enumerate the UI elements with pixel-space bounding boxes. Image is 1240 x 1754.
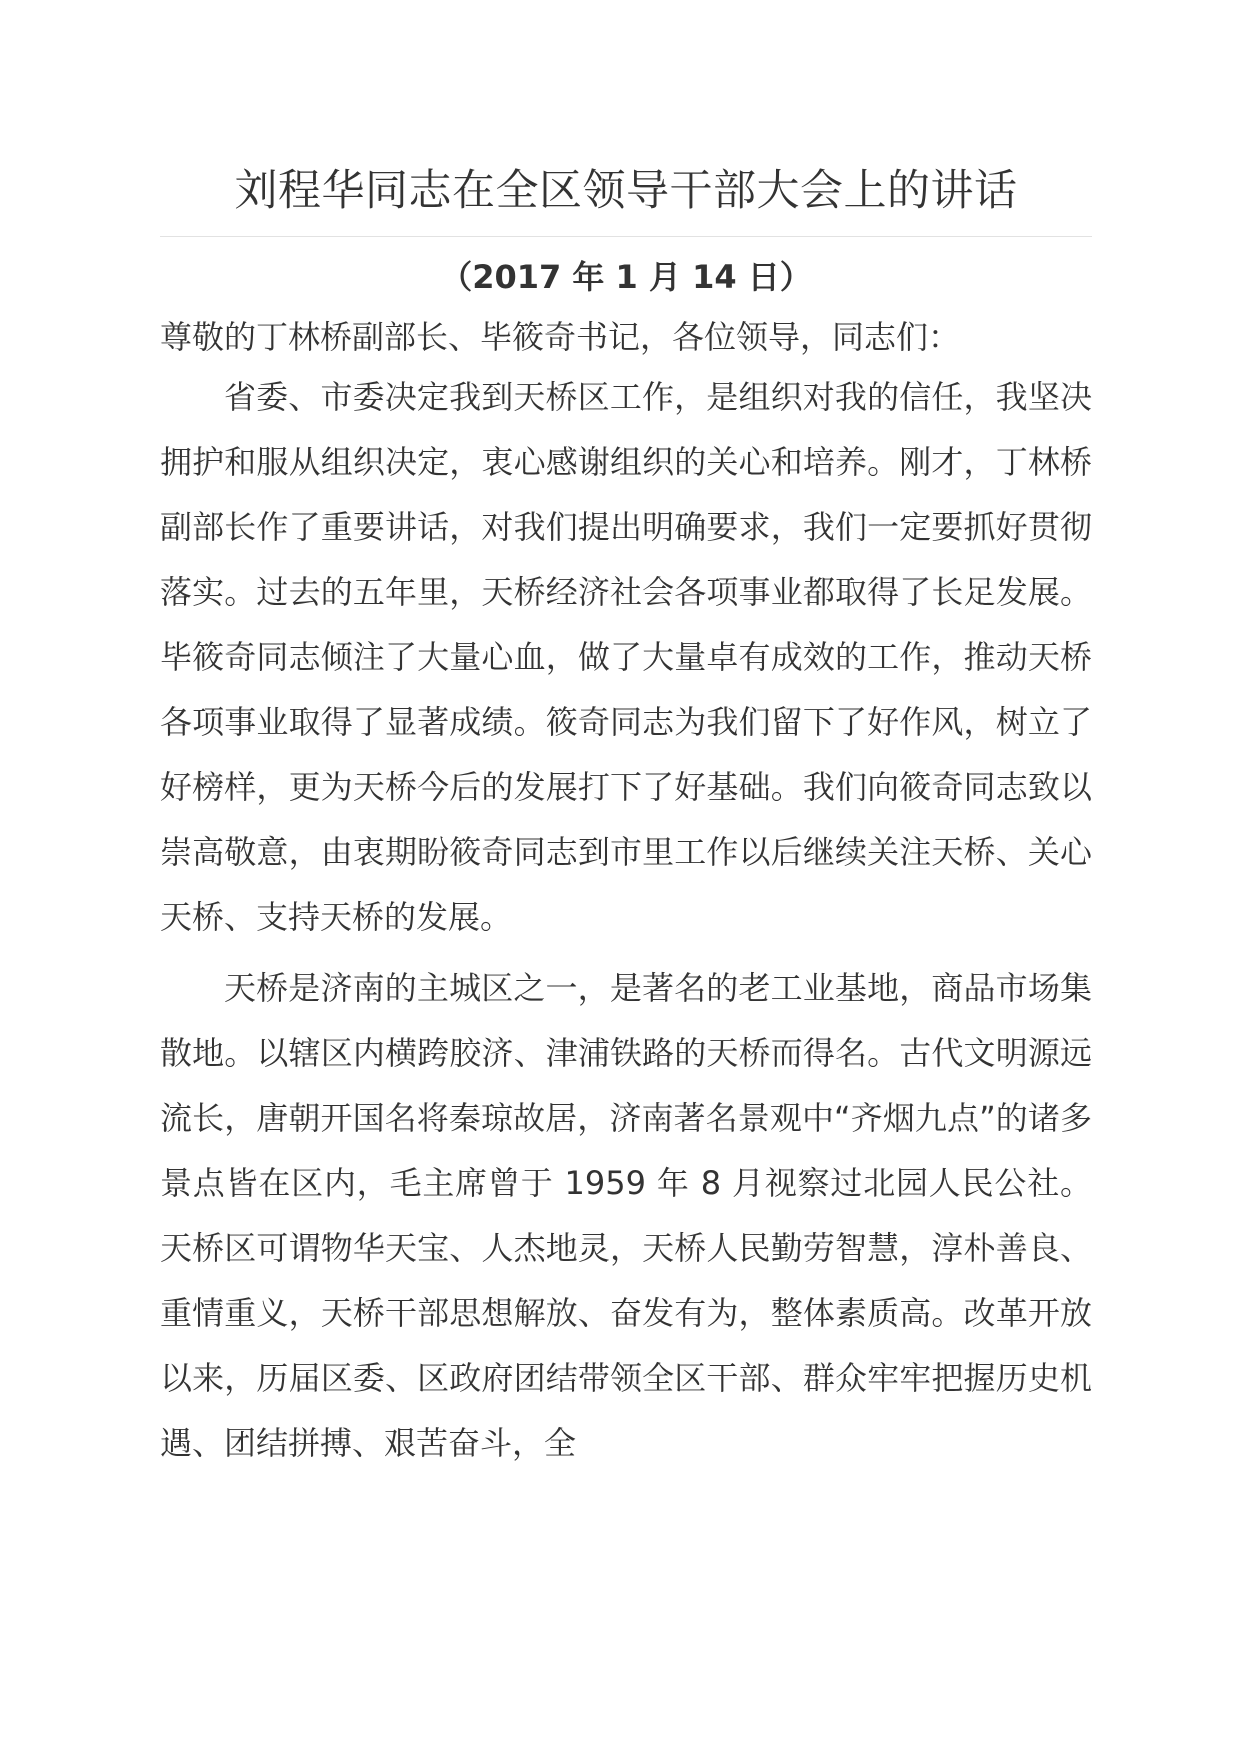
speech-date: （2017 年 1 月 14 日）: [440, 258, 812, 296]
body-paragraph: 天桥是济南的主城区之一，是著名的老工业基地，商品市场集散地。以辖区内横跨胶济、津浦铁路的天桥而得名。古代文明源远流长，唐朝开国名将秦琼故居，济南著名景观中“齐烟九点”的诸多景点皆在区内，毛主席曾于 1959 年 8 月视察过北园人民公社。天桥区可谓物华天宝、人杰地灵，天桥人民勤劳智慧，淳朴善良、重情重义，天桥干部思想解放、奋发有为，整体素质高。改革开放以来，历届区委、区政府团结带领全区干部、群众牢牢把握历史机遇、团结拼搏、艰苦奋斗，全: [160, 969, 1092, 1462]
document-title: 刘程华同志在全区领导干部大会上的讲话: [160, 160, 1092, 237]
salutation: 尊敬的丁林桥副部长、毕筱奇书记，各位领导，同志们：: [160, 318, 961, 356]
document-page: [160, 160, 1092, 1476]
body-paragraph: 省委、市委决定我到天桥区工作，是组织对我的信任，我坚决拥护和服从组织决定，衷心感谢组织的关心和培养。刚才，丁林桥副部长作了重要讲话，对我们提出明确要求，我们一定要抓好贯彻落实。过去的五年里，天桥经济社会各项事业都取得了长足发展。毕筱奇同志倾注了大量心血，做了大量卓有成效的工作，推动天桥各项事业取得了显著成绩。筱奇同志为我们留下了好作风，树立了好榜样，更为天桥今后的发展打下了好基础。我们向筱奇同志致以崇高敬意，由衷期盼筱奇同志到市里工作以后继续关注天桥、关心天桥、支持天桥的发展。: [160, 378, 1092, 936]
